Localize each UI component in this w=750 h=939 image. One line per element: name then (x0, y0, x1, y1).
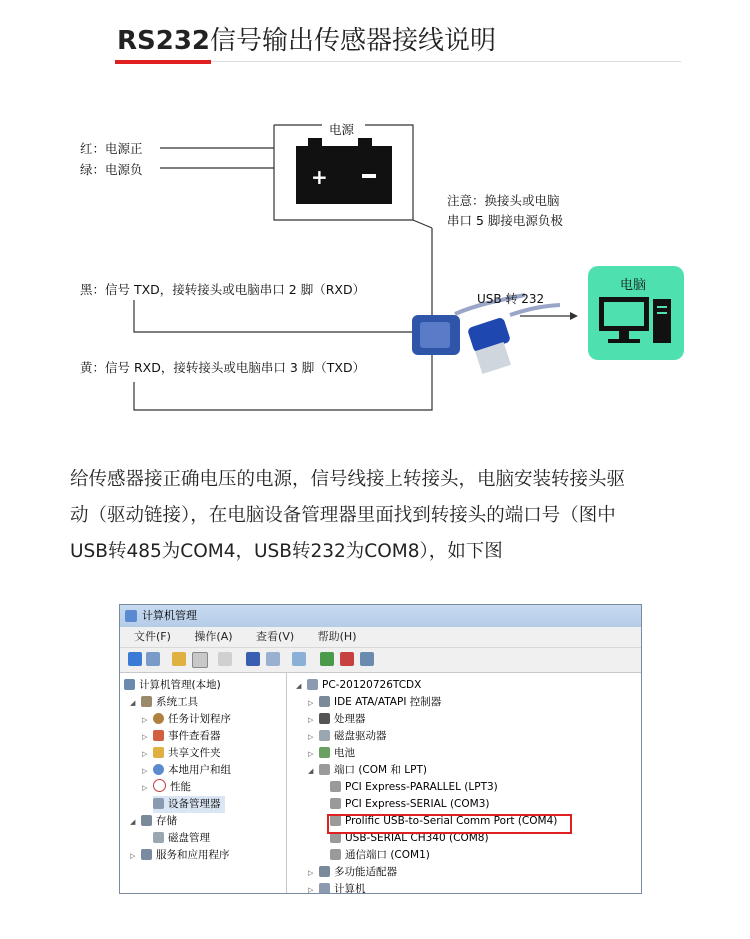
event-viewer-icon (153, 730, 164, 741)
chevron-right-icon: ▷ (308, 750, 314, 758)
tree-item-shared-folders[interactable]: ▷ 共享文件夹 (142, 745, 221, 762)
computer-label: 电脑 (620, 278, 647, 293)
battery-label: 电源 (329, 122, 355, 137)
help-icon[interactable] (246, 652, 260, 666)
performance-icon (153, 779, 166, 792)
ide-controller-icon (319, 696, 330, 707)
red-wire-label: 红：电源正 (80, 141, 143, 156)
device-manager-icon (153, 798, 164, 809)
menu-file[interactable]: 文件(F) (134, 630, 171, 643)
tree-item-services[interactable]: ▷ 服务和应用程序 (130, 847, 230, 864)
arrow-head (570, 312, 578, 320)
computer-icon (319, 883, 330, 894)
port-icon (319, 764, 330, 775)
tree-item-storage[interactable]: ◢ 存储 (130, 813, 177, 830)
green-wire-label: 绿：电源负 (80, 162, 143, 177)
title-underline-accent (115, 60, 211, 64)
tree-item-local-users[interactable]: ▷ 本地用户和组 (142, 762, 231, 779)
yellow-wire-link (413, 220, 432, 228)
show-hide-tree-icon[interactable] (192, 652, 208, 668)
shared-folder-icon (153, 747, 164, 758)
device-battery[interactable]: ▷ 电池 (308, 745, 355, 762)
black-wire (134, 300, 417, 332)
black-wire-label: 黑：信号 TXD，接转接头或电脑串口 2 脚（RXD） (80, 282, 366, 297)
port-icon (330, 798, 341, 809)
chevron-down-icon: ◢ (296, 682, 302, 690)
view-icon[interactable] (266, 652, 280, 666)
battery-icon (319, 747, 330, 758)
device-port-lpt3[interactable]: PCI Express-PARALLEL (LPT3) (330, 779, 498, 796)
device-multifunction[interactable]: ▷ 多功能适配器 (308, 864, 397, 881)
menu-help[interactable]: 帮助(H) (317, 630, 357, 643)
chevron-down-icon: ◢ (130, 818, 136, 826)
chevron-right-icon: ▷ (142, 716, 148, 724)
chevron-right-icon: ▷ (130, 852, 136, 860)
tree-item-task-scheduler[interactable]: ▷ 任务计划程序 (142, 711, 231, 728)
device-processor[interactable]: ▷ 处理器 (308, 711, 366, 728)
chevron-down-icon: ◢ (308, 767, 314, 775)
device-port-com8[interactable]: USB-SERIAL CH340 (COM8) (330, 830, 489, 847)
console-tree (120, 673, 287, 893)
device-computer[interactable]: ▷ 计算机 (308, 881, 366, 894)
chevron-right-icon: ▷ (142, 750, 148, 758)
chevron-right-icon: ▷ (308, 699, 314, 707)
instruction-paragraph (70, 462, 690, 570)
computer-management-window (119, 604, 642, 894)
menu-view[interactable]: 查看(V) (256, 630, 295, 643)
yellow-wire (134, 228, 432, 410)
page-title (117, 20, 496, 57)
device-ide[interactable]: ▷ IDE ATA/ATAPI 控制器 (308, 694, 441, 711)
services-icon (141, 849, 152, 860)
tree-item-event-viewer[interactable]: ▷ 事件查看器 (142, 728, 221, 745)
menu-action[interactable]: 操作(A) (194, 630, 233, 643)
processor-icon (319, 713, 330, 724)
port-icon (330, 781, 341, 792)
up-folder-icon[interactable] (172, 652, 186, 666)
storage-icon (141, 815, 152, 826)
users-icon (153, 764, 164, 775)
device-tree (290, 673, 641, 893)
svg-text:+: + (311, 165, 328, 189)
device-port-com3[interactable]: PCI Express-SERIAL (COM3) (330, 796, 489, 813)
battery-icon (296, 138, 392, 204)
toolbar (120, 648, 641, 673)
chevron-right-icon: ▷ (308, 869, 314, 877)
yellow-wire-label: 黄：信号 RXD，接转接头或电脑串口 3 脚（TXD） (80, 360, 366, 375)
paragraph-line-3: USB转485为COM4，USB转232为COM8），如下图 (70, 541, 503, 562)
window-title: 计算机管理 (142, 609, 197, 622)
chevron-right-icon: ▷ (142, 784, 148, 792)
chevron-down-icon: ◢ (130, 699, 136, 707)
window-titlebar (120, 605, 641, 627)
app-icon (125, 610, 137, 622)
chevron-right-icon: ▷ (142, 733, 148, 741)
computer-icon (307, 679, 318, 690)
paragraph-line-2: 动（驱动链接），在电脑设备管理器里面找到转接头的端口号（图中 (70, 505, 616, 526)
device-disk-drives[interactable]: ▷ 磁盘驱动器 (308, 728, 387, 745)
chevron-right-icon: ▷ (308, 886, 314, 894)
device-root[interactable]: ◢ PC-20120726TCDX (296, 677, 421, 694)
chevron-right-icon: ▷ (308, 716, 314, 724)
properties-icon[interactable] (218, 652, 232, 666)
device-port-com1[interactable]: 通信端口 (COM1) (330, 847, 430, 864)
adapter-icon (319, 866, 330, 877)
device-port-com4[interactable]: Prolific USB-to-Serial Comm Port (COM4) (330, 813, 557, 830)
tree-item-root[interactable]: 计算机管理(本地) (124, 677, 221, 694)
usb-label: USB 转 232 (477, 292, 545, 306)
clock-icon (153, 713, 164, 724)
uninstall-icon[interactable] (340, 652, 354, 666)
tree-item-device-manager[interactable]: 设备管理器 (153, 796, 225, 813)
note-line-2: 串口 5 脚接电源负极 (447, 213, 563, 228)
page-title-en: RS232 (117, 26, 211, 56)
computer-icon (124, 679, 135, 690)
disk-icon (153, 832, 164, 843)
paragraph-line-1: 给传感器接正确电压的电源，信号线接上转接头，电脑安装转接头驱 (70, 469, 626, 490)
menu-bar (120, 627, 641, 648)
page-title-cn: 信号输出传感器接线说明 (210, 26, 497, 56)
tree-item-disk-management[interactable]: 磁盘管理 (153, 830, 210, 847)
title-divider (211, 61, 681, 62)
back-icon[interactable] (128, 652, 142, 666)
tree-item-performance[interactable]: ▷ 性能 (142, 779, 191, 796)
disable-device-icon[interactable] (360, 652, 374, 666)
port-icon (330, 849, 341, 860)
scan-hardware-icon[interactable] (292, 652, 306, 666)
update-driver-icon[interactable] (320, 652, 334, 666)
tree-item-system-tools[interactable]: ◢ 系统工具 (130, 694, 198, 711)
chevron-right-icon: ▷ (142, 767, 148, 775)
forward-icon[interactable] (146, 652, 160, 666)
device-ports[interactable]: ◢ 端口 (COM 和 LPT) (308, 762, 427, 779)
chevron-right-icon: ▷ (308, 733, 314, 741)
disk-drive-icon (319, 730, 330, 741)
note-line-1: 注意：换接头或电脑 (447, 193, 560, 208)
com4-highlight-box (327, 814, 572, 834)
tools-icon (141, 696, 152, 707)
